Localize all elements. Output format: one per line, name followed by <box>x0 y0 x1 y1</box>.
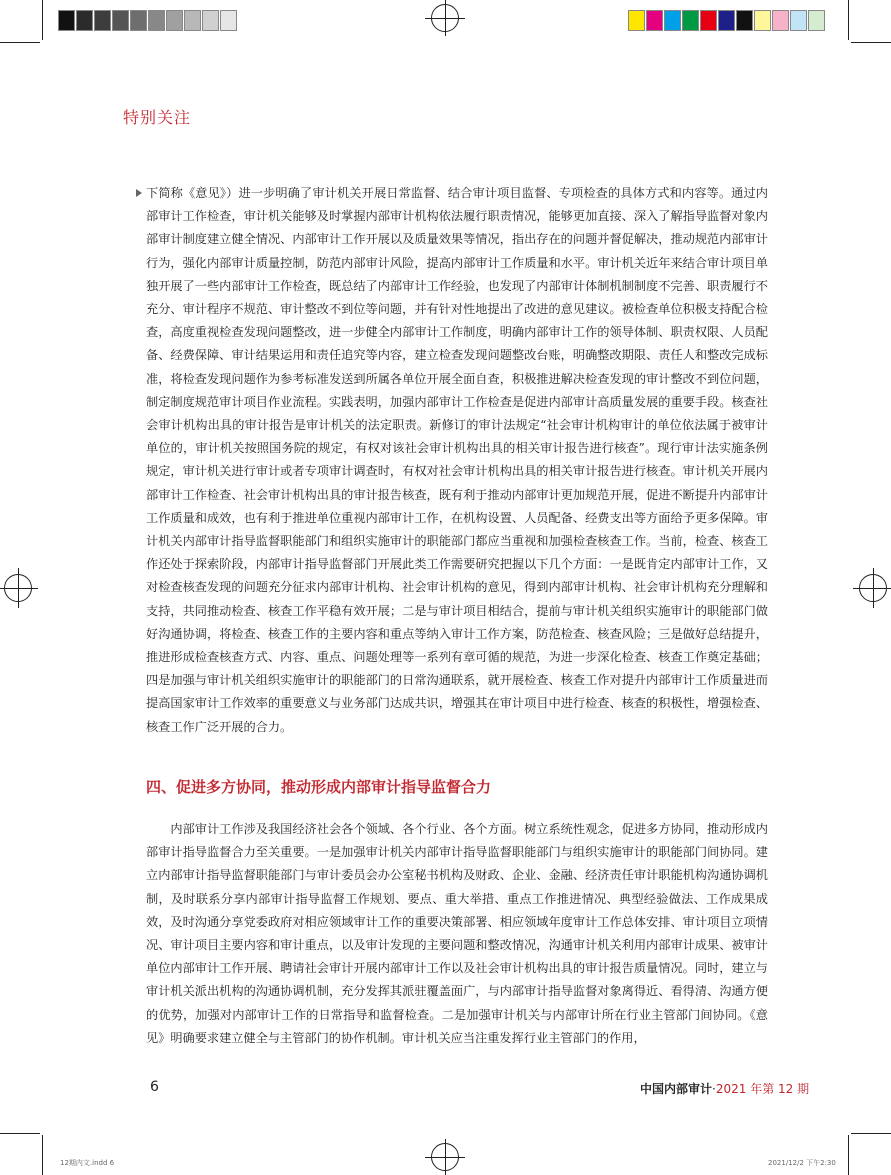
page-number: 6 <box>150 1079 159 1095</box>
color-swatch <box>646 10 663 31</box>
gray-swatch <box>166 10 183 31</box>
body-paragraph: 下简称《意见》）进一步明确了审计机关开展日常监督、结合审计项目监督、专项检查的具体方式和内容等。通过内部审计工作检查，审计机关能够及时掌握内部审计机构依法履行职责情况，能够更加直接、深入了解指导监督对象内部审计制度建立健全情况、内部审计工作开展以及质量效果等情况，指出存在的问题并督促解决，推动规范内部审计行为，强化内部审计质量控制，防范内部审计风险，提高内部审计工作质量和水平。审计机关近年来结合审计项目单独开展了一些内部审计工作检查，既总结了内部审计工作经验，也发现了内部审计体制机制制度不完善、职责履行不充分、审计程序不规范、审计整改不到位等问题，并有针对性地提出了改进的意见建议。被检查单位积极支持配合检查，高度重视检查发现问题整改，进一步健全内部审计工作制度，明确内部审计工作的领导体制、职责权限、人员配备、经费保障、审计结果运用和责任追究等内容，建立检查发现问题整改台账，明确整改期限、责任人和整改完成标准，将检查发现问题作为参考标准发送到所属各单位开展全面自查，积极推进解决检查发现的审计整改不到位问题，制定制度规范审计项目作业流程。实践表明，加强内部审计工作检查是促进内部审计高质量发展的重要手段。核查社会审计机构出具的审计报告是审计机关的法定职责。新修订的审计法规定“社会审计机构审计的单位依法属于被审计单位的，审计机关按照国务院的规定，有权对该社会审计机构出具的相关审计报告进行核查”。现行审计法实施条例规定，审计机关进行审计或者专项审计调查时，有权对社会审计机构出具的相关审计报告进行核查。审计机关开展内部审计工作检查、社会审计机构出具的审计报告核查，既有利于推动内部审计更加规范开展，促进不断提升内部审计工作质量和成效，也有利于推进单位重视内部审计工作，在机构设置、人员配备、经费支出等方面给予更多保障。审计机关内部审计指导监督职能部门和组织实施审计的职能部门都应当重视和加强检查核查工作。当前，检查、核查工作还处于探索阶段，内部审计指导监督部门开展此类工作需要研究把握以下几个方面：一是既肯定内部审计工作，又对检查核查发现的问题充分征求内部审计机构、社会审计机构的意见，得到内部审计机构、社会审计机构充分理解和支持，共同推动检查、核查工作平稳有效开展；二是与审计项目相结合，提前与审计机关组织实施审计的职能部门做好沟通协调，将检查、核查工作的主要内容和重点等纳入审计工作方案，防范检查、核查风险；三是做好总结提升，推进形成检查核查方式、内容、重点、问题处理等一系列有章可循的规范，为进一步深化检查、核查工作奠定基础；四是加强与审计机关组织实施审计的职能部门的日常沟通联系，就开展检查、核查工作对提升内部审计工作质量进而提高国家审计工作效率的重要意义与业务部门达成共识，增强其在审计项目中进行检查、核查的积极性，增强检查、核查工作广泛开展的合力。 <box>146 182 768 739</box>
crop-mark <box>851 42 891 43</box>
footer-separator: · <box>712 1082 716 1096</box>
gray-swatch <box>148 10 165 31</box>
crop-mark <box>851 1133 891 1134</box>
color-swatch <box>808 10 825 31</box>
crop-mark <box>0 42 40 43</box>
color-swatch <box>718 10 735 31</box>
crop-mark <box>848 0 849 40</box>
gray-swatch <box>94 10 111 31</box>
gray-swatch <box>112 10 129 31</box>
crop-mark <box>848 1135 849 1175</box>
section-title: 特别关注 <box>123 108 192 127</box>
color-swatch <box>736 10 753 31</box>
gray-calibration-bar <box>58 10 238 31</box>
color-swatch <box>664 10 681 31</box>
crop-mark <box>0 1133 40 1134</box>
print-timestamp: 2021/12/2 下午2:30 <box>768 1159 836 1167</box>
color-swatch <box>628 10 645 31</box>
color-swatch <box>772 10 789 31</box>
color-swatch <box>700 10 717 31</box>
section-heading: 四、促进多方协同，推动形成内部审计指导监督合力 <box>146 778 492 796</box>
color-swatch <box>682 10 699 31</box>
crop-mark <box>42 0 43 40</box>
color-swatch <box>754 10 771 31</box>
journal-name: 中国内部审计 <box>640 1082 713 1096</box>
gray-swatch <box>76 10 93 31</box>
color-calibration-bar <box>628 10 826 31</box>
journal-footer <box>640 1080 809 1097</box>
gray-swatch <box>130 10 147 31</box>
issue-label: 2021 年第 12 期 <box>715 1082 810 1096</box>
gray-swatch <box>184 10 201 31</box>
file-slug: 12期内文.indd 6 <box>60 1159 115 1167</box>
gray-swatch <box>220 10 237 31</box>
body-paragraph: 内部审计工作涉及我国经济社会各个领域、各个行业、各个方面。树立系统性观念，促进多方协同，推动形成内部审计指导监督合力至关重要。一是加强审计机关内部审计指导监督职能部门与组织实施审计的职能部门间协同。建立内部审计指导监督职能部门与审计委员会办公室秘书机构及财政、企业、金融、经济责任审计职能机构沟通协调机制，及时联系分享内部审计指导监督工作规划、要点、重大举措、重点工作推进情况、典型经验做法、工作成果成效，及时沟通分享党委政府对相应领域审计工作的重要决策部署、相应领域年度审计工作总体安排、审计项目立项情况、审计项目主要内容和审计重点，以及审计发现的主要问题和整改情况，沟通审计机关利用内部审计成果、被审计单位内部审计工作开展、聘请社会审计开展内部审计工作以及社会审计机构出具的审计报告质量情况。同时，建立与审计机关派出机构的沟通协调机制，充分发挥其派驻覆盖面广，与内部审计指导监督对象离得近、看得清、沟通方便的优势，加强对内部审计工作的日常指导和监督检查。二是加强审计机关与内部审计所在行业主管部门间协同。《意见》明确要求建立健全与主管部门的协作机制。审计机关应当注重发挥行业主管部门的作用， <box>146 822 768 1045</box>
color-swatch <box>790 10 807 31</box>
crop-mark <box>42 1135 43 1175</box>
gray-swatch <box>202 10 219 31</box>
gray-swatch <box>58 10 75 31</box>
